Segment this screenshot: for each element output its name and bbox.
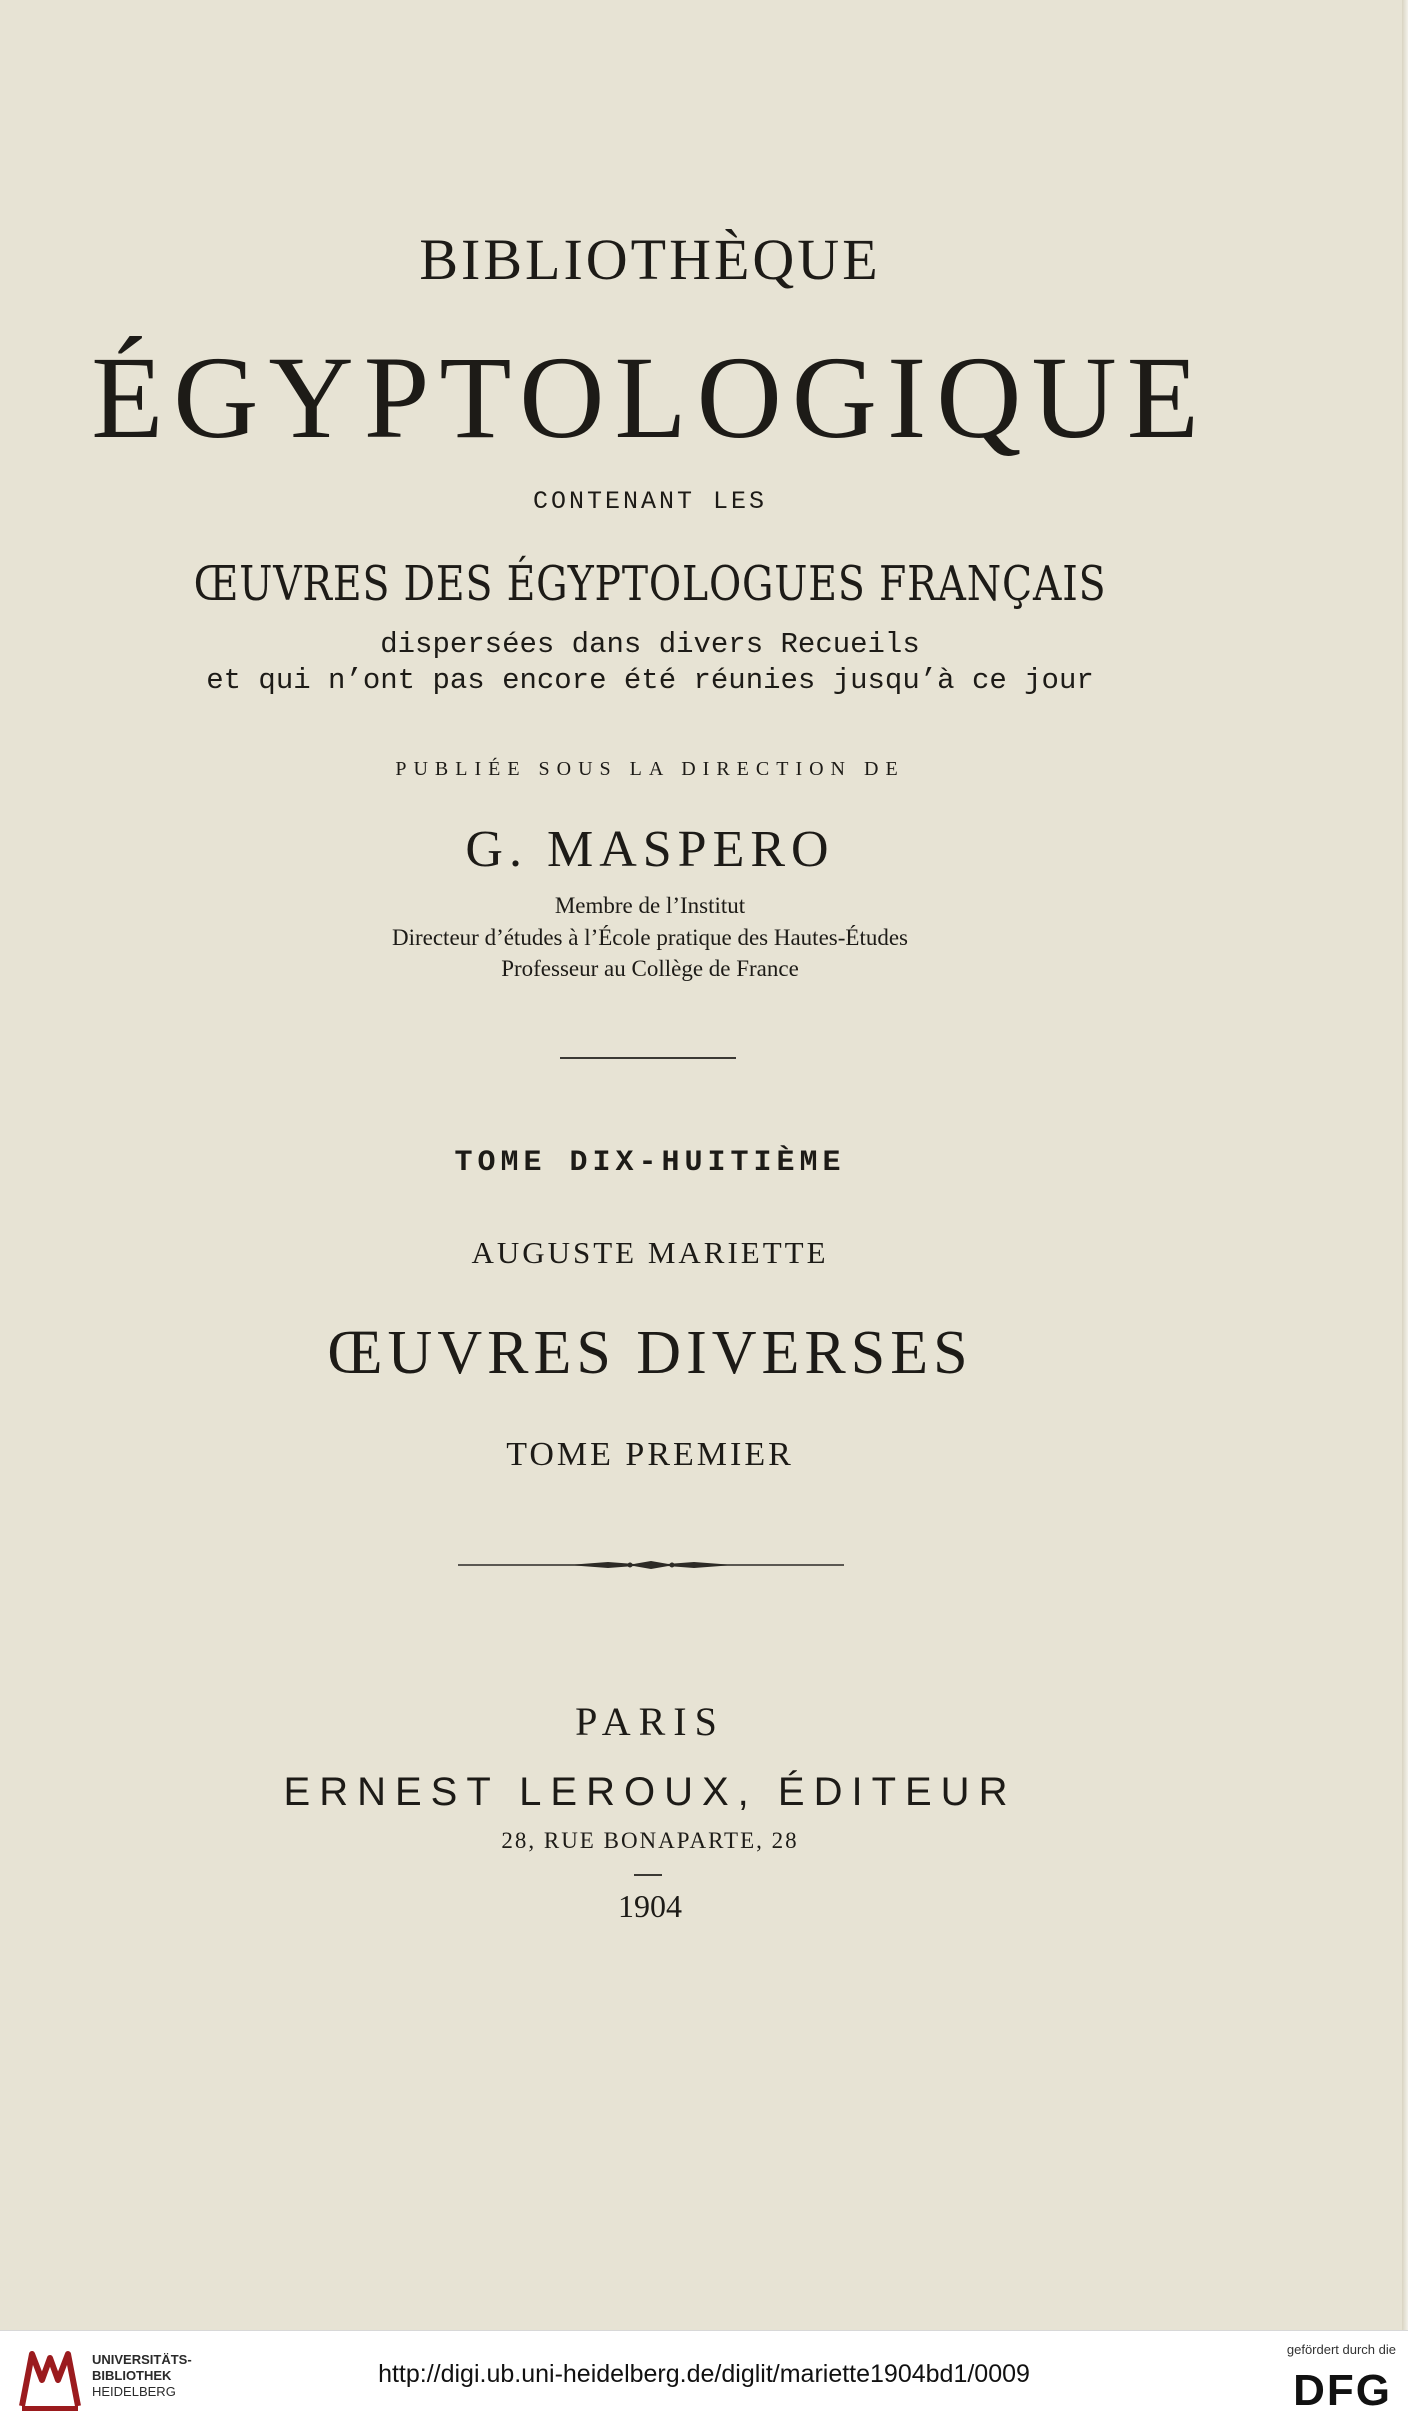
ornament-rule xyxy=(458,1560,844,1570)
short-dash xyxy=(634,1874,662,1876)
series-title-line1: BIBLIOTHÈQUE xyxy=(419,227,881,292)
page-edge xyxy=(1402,0,1408,2330)
dispersed-line1: dispersées dans divers Recueils xyxy=(380,628,920,661)
published-under-line: PUBLIÉE SOUS LA DIRECTION DE xyxy=(395,758,905,780)
library-line-1: UNIVERSITÄTS- xyxy=(92,2352,192,2367)
library-line-3: HEIDELBERG xyxy=(92,2384,176,2399)
library-line-2: BIBLIOTHEK xyxy=(92,2368,172,2383)
dispersed-line2: et qui n’ont pas encore été réunies jusqu’à ce jour xyxy=(206,664,1094,697)
publisher: ERNEST LEROUX, ÉDITEUR xyxy=(283,1770,1017,1814)
editor-role-3: Professeur au Collège de France xyxy=(501,956,799,981)
work-title: ŒUVRES DIVERSES xyxy=(327,1319,973,1387)
divider-rule xyxy=(560,1057,736,1059)
editor-name: G. MASPERO xyxy=(465,821,835,878)
containing-line: CONTENANT LES xyxy=(532,487,768,516)
city: PARIS xyxy=(575,1699,725,1744)
tome-label: TOME PREMIER xyxy=(506,1436,794,1473)
funded-by-text: gefördert durch die xyxy=(1286,2342,1396,2357)
editor-role-1: Membre de l’Institut xyxy=(554,893,746,918)
editor-role-2: Directeur d’études à l’École pratique des Hautes-Études xyxy=(391,925,908,950)
series-title-line2: ÉGYPTOLOGIQUE xyxy=(91,332,1209,463)
source-url-link[interactable]: http://digi.ub.uni-heidelberg.de/diglit/mariette1904bd1/0009 xyxy=(378,2360,1030,2388)
year: 1904 xyxy=(618,1888,682,1924)
address: 28, RUE BONAPARTE, 28 xyxy=(501,1828,799,1853)
dfg-logo[interactable]: DFG xyxy=(1293,2366,1392,2415)
works-of-line: ŒUVRES DES ÉGYPTOLOGUES FRANÇAIS xyxy=(193,556,1107,612)
volume-number: TOME DIX-HUITIÈME xyxy=(454,1146,846,1180)
author-name: AUGUSTE MARIETTE xyxy=(471,1235,829,1270)
